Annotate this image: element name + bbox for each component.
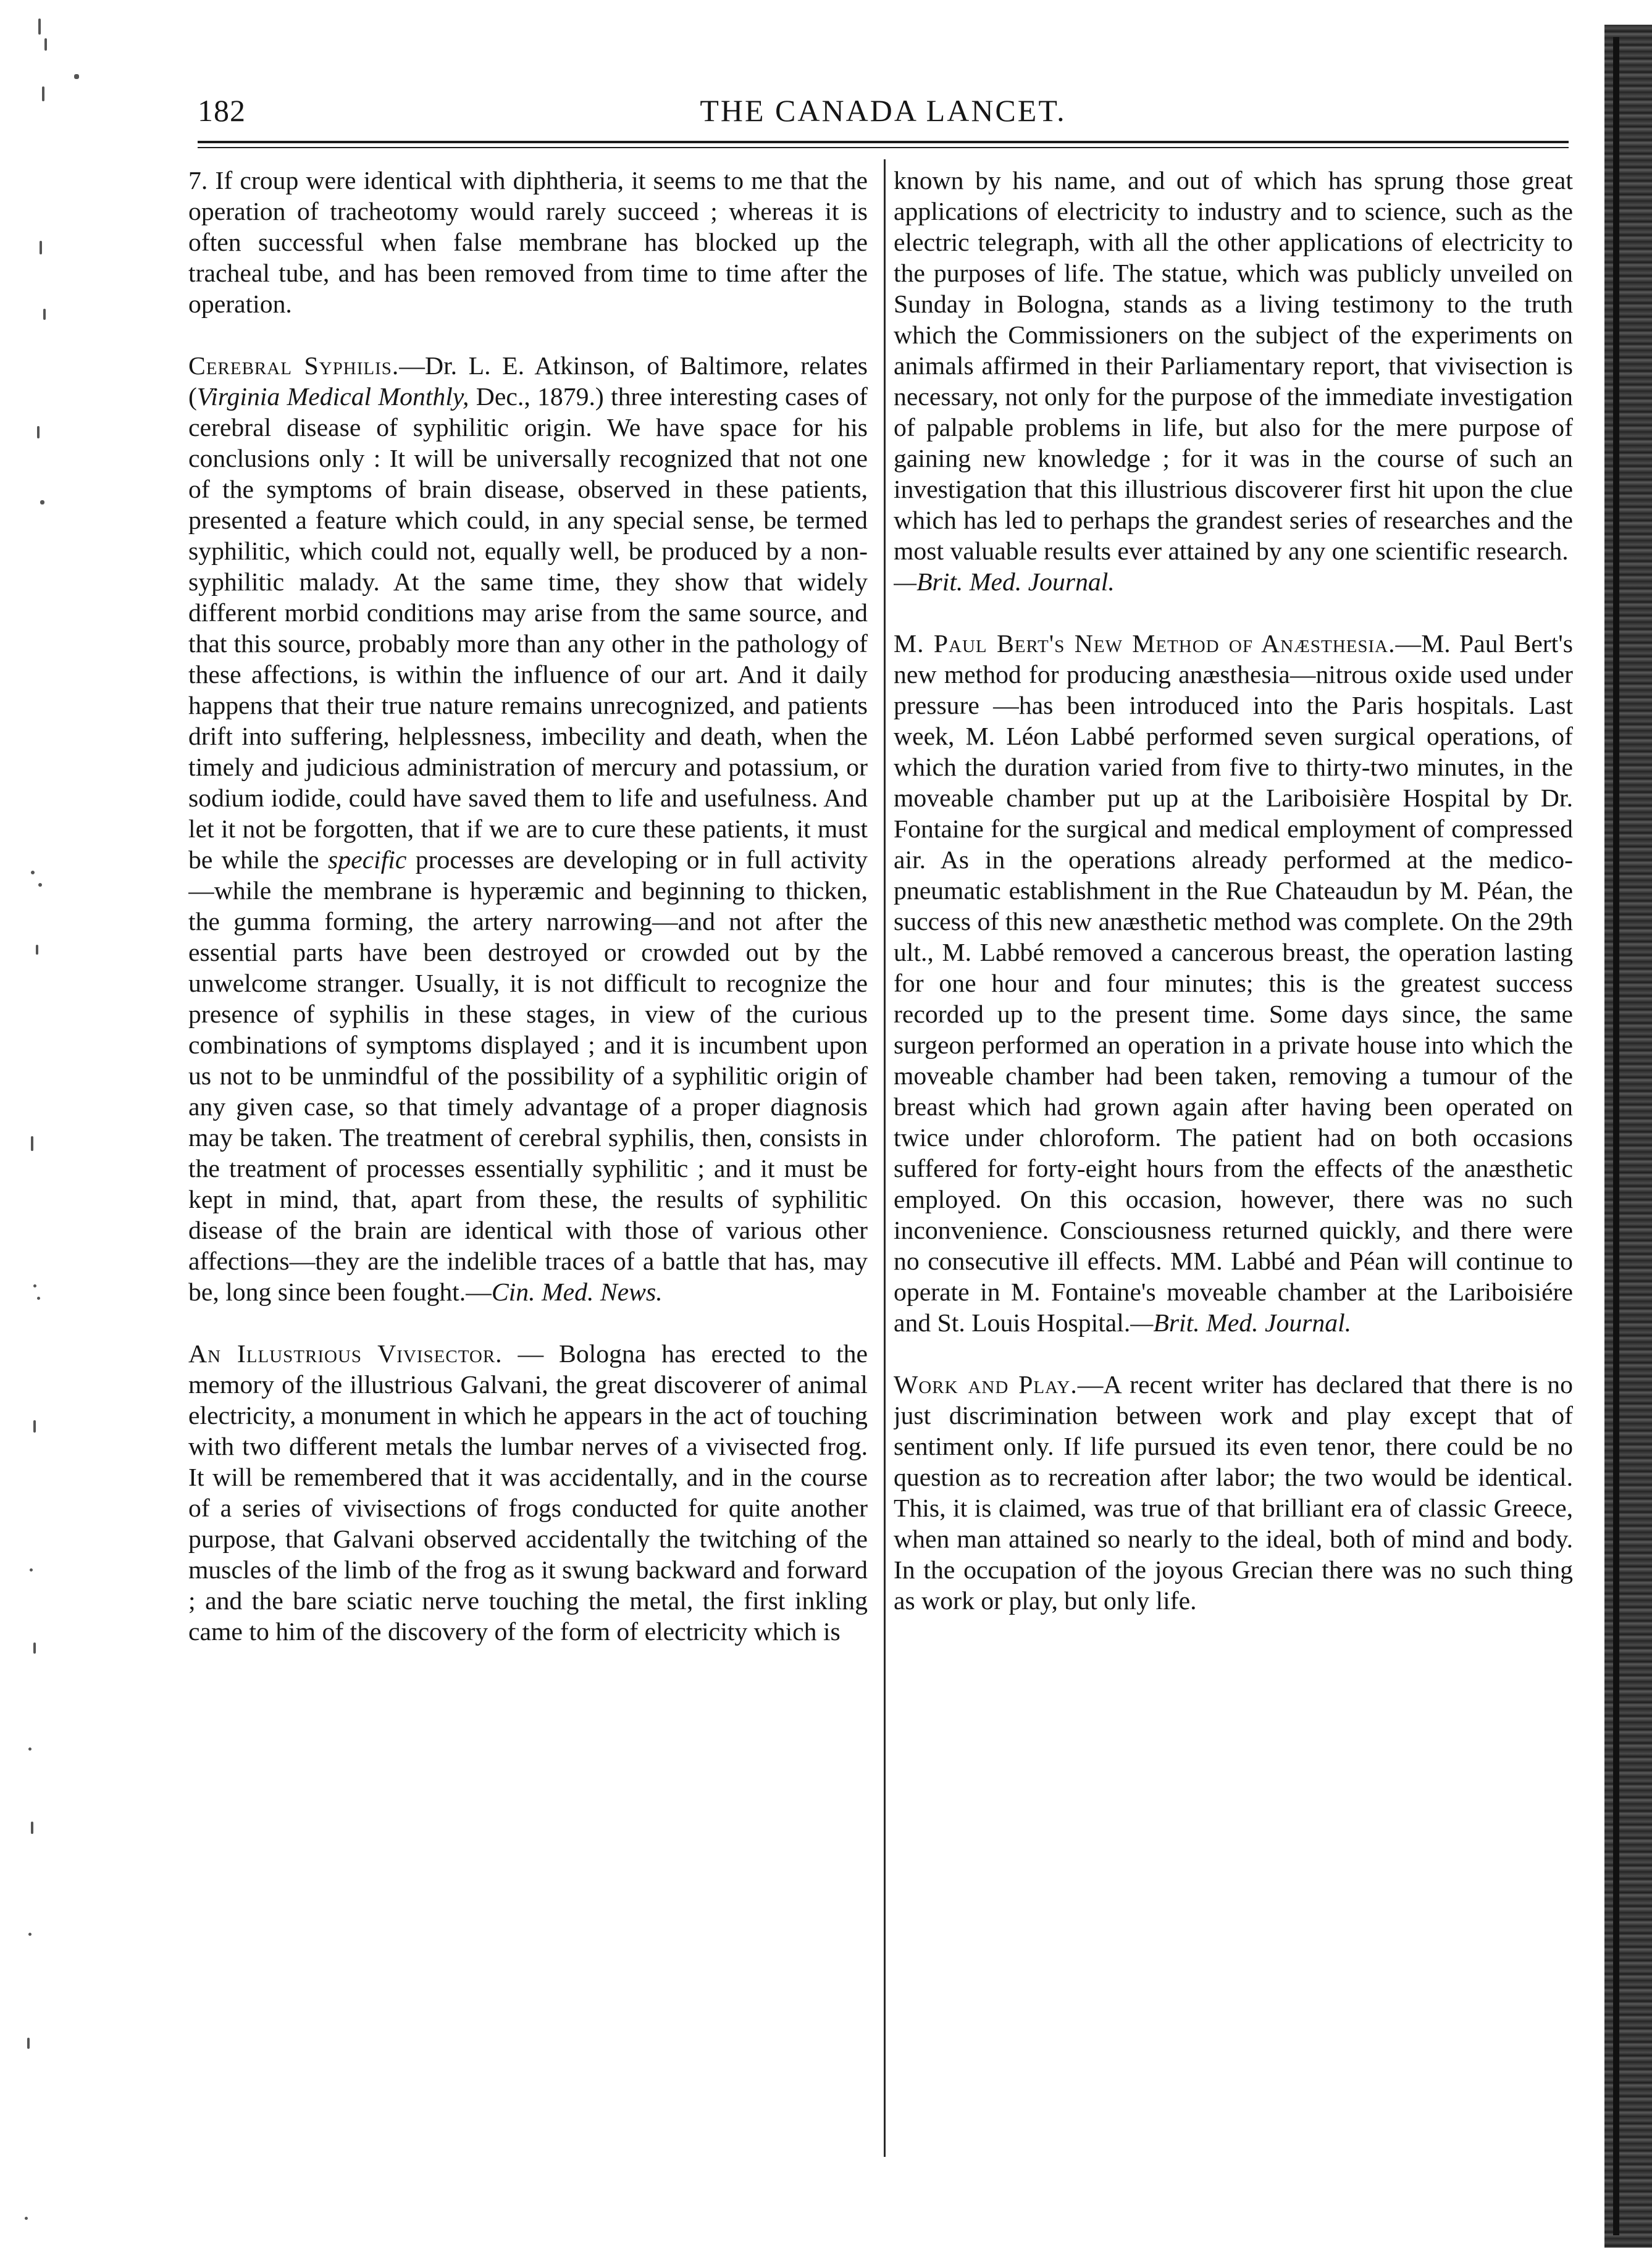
article-vivisector-continued [894,165,1573,598]
syphilis-text-b: Dec., 1879.) three interesting cases of cerebral disease of syphilitic origin. We have space for his conclusions only : It will be universally recognized that not one of the symptoms of brain disease, observed in these patients, presented a feature which could, in any special sense, be termed syphilitic, which could not, equally well, be produced by a non-syphilitic malady. At the same time, they show that widely different morbid conditions may arise from the same source, and that this source, probably more than any other in the pathology of these affections, is within the influence of our art. And it daily happens that their true nature remains unrecognized, and patients drift into suffering, helplessness, imbecility and death, when the timely and judicious administration of mercury and potassium, or sodium iodide, could have saved them to life and usefulness. And let it not be forgotten, that if we are to cure these patients, it must be while the [188,383,868,874]
page-number: 182 [198,93,246,128]
bert-source: —Brit. Med. Journal. [1130,1309,1352,1337]
header-rule-thick [198,141,1569,143]
article-heading-syphilis: Cerebral Syphilis. [188,352,400,380]
right-column [894,165,1573,2166]
article-gap [188,1308,868,1339]
syphilis-emphasis-specific: specific [328,846,407,874]
bert-text: —M. Paul Bert's new method for producing anæsthesia—nitrous oxide used under pressure —has been introduced into the Paris hospitals. Last week, M. Léon Labbé performed seven surgical operations, of which the duration varied from five to thirty-two minutes, in the moveable chamber put up at the Lariboisière Hospital by Dr. Fontaine for the surgical and medical employment of compressed air. As in the operations already performed at the medico-pneumatic establishment in the Rue Chateaudun by M. Péan, the success of this new anæsthetic method was complete. On the 29th ult., M. Labbé removed a cancerous breast, the operation lasting for one hour and four minutes; this is the greatest success recorded up to the present time. Some days since, the same surgeon performed an operation in a private house into which the moveable chamber had been taken, removing a tumour of the breast which had grown again after having been operated on twice under chloroform. The patient had on both occasions suffered for forty-eight hours from the effects of the anæsthetic employed. On this occasion, however, there was no such inconvenience. Consciousness returned quickly, and there were no consecutive ill effects. MM. Labbé and Péan will continue to operate in M. Fontaine's moveable chamber at the Lariboisiére and St. Louis Hospital. [894,630,1573,1337]
syphilis-source: Cin. Med. News. [491,1278,663,1307]
running-header [198,93,1569,136]
syphilis-citation-journal: Virginia Medical Monthly, [196,383,469,411]
header-rule-thin [198,147,1569,148]
article-vivisector [188,1339,868,1647]
vivisector-text: — Bologna has erected to the memory of the illustrious Galvani, the great discoverer of animal electricity, a monument in which he appears in the act of touching with two different metals the lumbar nerves of a vivisected frog. It will be remembered that it was accidentally, and in the course of a series of vivisections of frogs conducted for quite another purpose, that Galvani observed accidentally the twitching of the muscles of the limb of the frog as it swung backward and forward ; and the bare sciatic nerve touching the metal, the first inkling came to him of the discovery of the form of electricity which is [188,1340,868,1646]
work-text: —A recent writer has declared that there is no just discrimination between work and play except that of sentiment only. If life pursued its even tenor, there could be no question as to recreation after labor; the two would be identical. This, it is claimed, was true of that brilliant era of classic Greece, when man attained so nearly to the ideal, both of mind and body. In the occupation of the joyous Grecian there was no such thing as work or play, but only life. [894,1371,1573,1615]
article-cerebral-syphilis [188,351,868,1308]
syphilis-text-c: processes are developing or in full activity—while the membrane is hyperæmic and beginning to thicken, the gumma forming, the artery narrowing—and not after the essential parts have been destroyed or crowded out by the unwelcome stranger. Usually, it is not difficult to recognize the presence of syphilis in these stages, in view of the curious combinations of symptoms displayed ; and it is incumbent upon us not to be unmindful of the possibility of a syphilitic origin of any given case, so that timely advantage of a proper diagnosis may be taken. The treatment of cerebral syphilis, then, consists in the treatment of processes essentially syphilitic ; and it must be kept in mind, that, apart from these, the results of syphilitic disease of the brain are identical with those of various other affections—they are the indelible traces of a battle that has, may be, long since been fought.— [188,846,868,1307]
scanned-page-edge [1604,25,1652,2248]
croup-paragraph: 7. If croup were identical with diphtheria, it seems to me that the operation of tracheotomy would rarely succeed ; whereas it is often successful when false membrane has blocked up the tracheal tube, and has been removed from time to time after the operation. [188,167,868,319]
left-column [188,165,868,2166]
vivisector-source: —Brit. Med. Journal. [894,568,1115,596]
article-gap [894,598,1573,629]
article-work-and-play [894,1370,1573,1617]
vivisector-continued-text: known by his name, and out of which has sprung those great applications of electricity to industry and to science, such as the electric telegraph, with all the other applications of electricity to the purposes of life. The statue, which was publicly unveiled on Sunday in Bologna, stands as a living testimony to the truth which the Commissioners on the subject of the experiments on animals affirmed in their Parliamentary report, that vivisection is necessary, not only for the purpose of the immediate investigation of palpable problems in life, but also for the mere purpose of gaining new knowledge ; for it was in the course of such an investigation that this illustrious discoverer first hit upon the clue which has led to perhaps the grandest series of researches and the most valuable results ever attained by any one scientific research. [894,167,1573,566]
syphilis-text-a: —Dr. L. E. Atkinson, of Baltimore, relates ( [188,352,868,411]
journal-title: THE CANADA LANCET. [700,93,1067,128]
article-gap [894,1339,1573,1370]
binding-shadow [1613,37,1619,2235]
article-paul-bert [894,629,1573,1339]
article-heading-work: Work and Play. [894,1371,1078,1399]
article-gap [188,320,868,351]
article-heading-bert: M. Paul Bert's New Method of Anæsthesia. [894,630,1396,658]
article-heading-vivisector: An Illustrious Vivisector. [188,1340,503,1368]
scan-edge-marks [6,0,56,2260]
column-divider [884,159,886,2157]
